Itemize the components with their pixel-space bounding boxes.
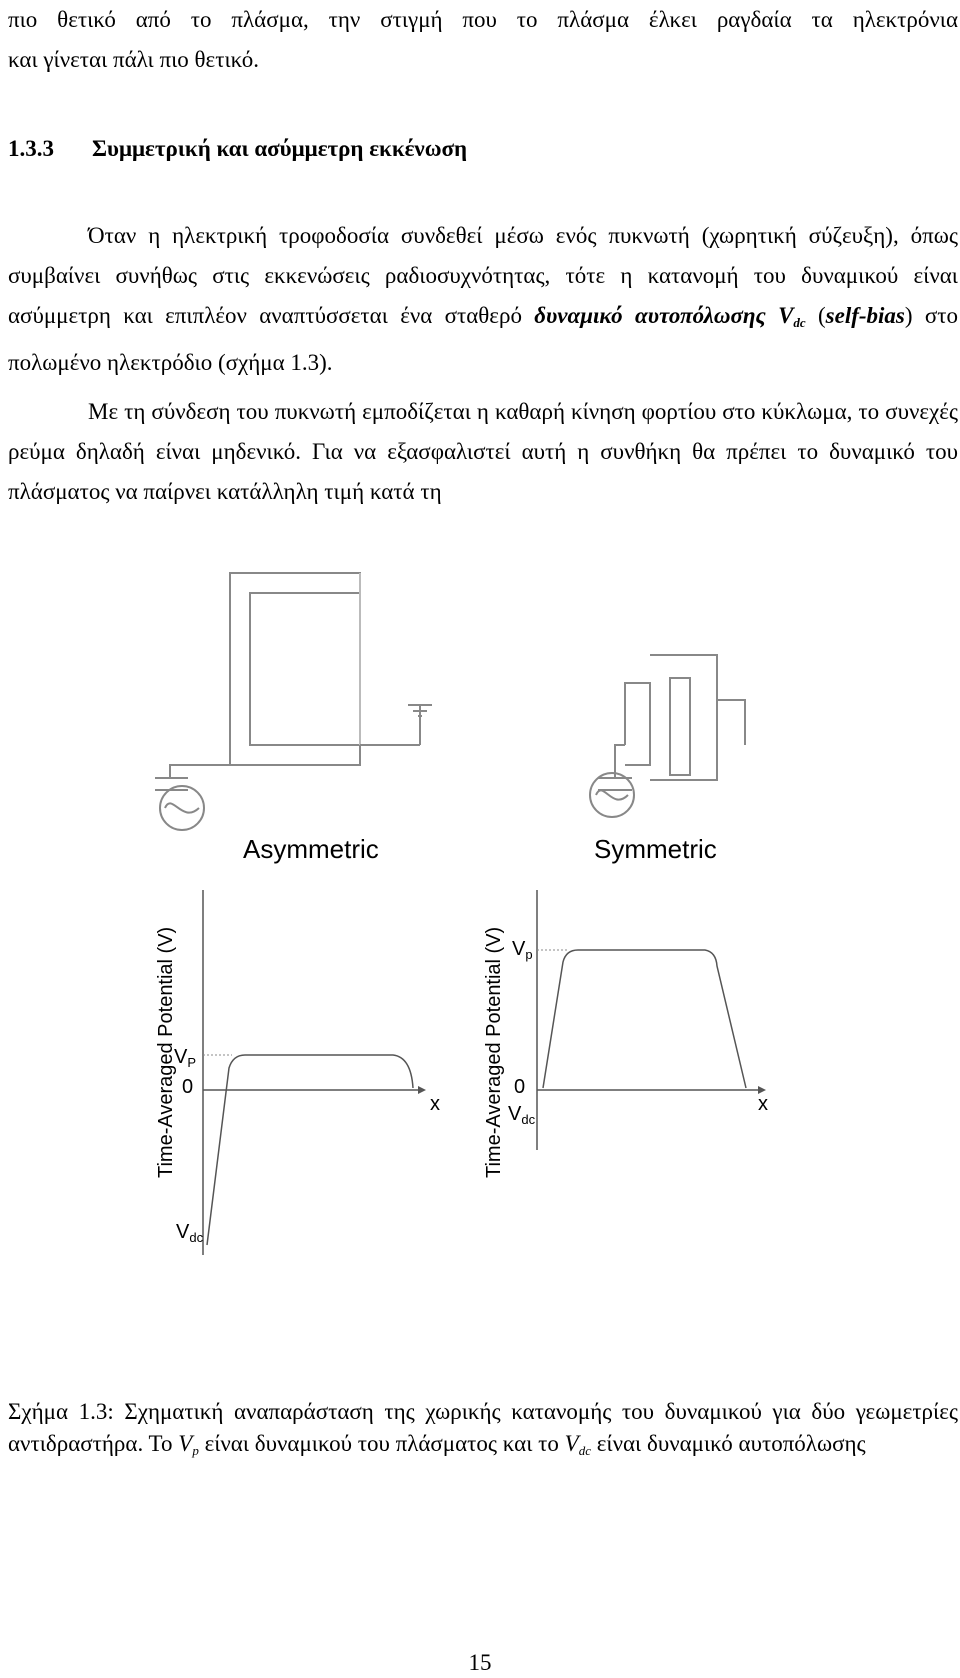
ground-icon: [408, 705, 432, 745]
asymmetric-potential-plot: [155, 890, 440, 1255]
right-plot-zero-label: 0: [514, 1076, 526, 1098]
asymmetric-rf-source-icon: [160, 786, 204, 830]
symmetric-reactor-diagram: [590, 655, 745, 817]
sine-wave-icon: [596, 790, 628, 799]
left-plot-x-arrow: [418, 1086, 426, 1094]
sine-wave-icon: [165, 803, 199, 812]
asymmetric-reactor-diagram: [155, 573, 432, 830]
symmetric-chamber: [650, 655, 717, 780]
left-plot-vp-label: $V_P$: [174, 1046, 197, 1070]
symmetric-potential-plot: [483, 890, 768, 1178]
asymmetric-chamber-frame: [230, 573, 360, 765]
left-plot-zero-label: 0: [182, 1076, 194, 1098]
symmetric-left-electrode: [625, 683, 650, 765]
paragraph-2: Με τη σύνδεση του πυκνωτή εμποδίζεται η καθαρή κίνηση φορτίου στο κύκλωμα, το συνεχές ρεύμα δηλαδή είναι μηδενικό. Για να εξασφαλιστεί αυτή η συνθήκη θα πρέπει το δυναμικό του πλάσματος να παίρνει κατάλληλη τιμή κατά τη: [8, 399, 958, 504]
left-plot-potential-curve: [207, 1055, 413, 1245]
intro-line-2: και γίνεται πάλι πιο θετικό.: [8, 47, 259, 72]
self-bias-term: δυναμικό αυτοπόλωσης $V_{dc}$: [534, 303, 806, 330]
paragraph-1: Όταν η ηλεκτρική τροφοδοσία συνδεθεί μέσω ενός πυκνωτή (χωρητική σύζευξη), όπως συμβαίνει συνήθως στις εκκενώσεις ραδιοσυχνότητας, τότε η κατανομή του δυναμικού είναι ασύμμετρη και επιπλέον αναπτύσσεται ένα σταθερό δυναμικό αυτοπόλωσης $V_{dc}$ (self-bias) στο πολωμένο ηλεκτρόδιο (σχήμα 1.3).: [8, 223, 958, 375]
right-plot-x-label: x: [758, 1093, 768, 1115]
intro-line-1: πιο θετικό από το πλάσμα, την στιγμή που το πλάσμα έλκει ραγδαία τα ηλεκτρόνια: [8, 7, 958, 32]
symmetric-right-electrode: [670, 678, 690, 775]
asymmetric-feed-line: [170, 765, 230, 778]
section-number: 1.3.3: [8, 136, 54, 161]
left-plot-x-label: x: [430, 1093, 440, 1115]
right-plot-vdc-label: $V_{dc}$: [508, 1103, 536, 1127]
right-plot-ylabel: Time-Averaged Potential (V): [483, 926, 505, 1178]
section-title: Συμμετρική και ασύμμετρη εκκένωση: [92, 136, 468, 161]
right-plot-vp-label: $V_p$: [512, 938, 533, 962]
figure-1-3: [0, 560, 960, 1320]
right-plot-potential-curve: [543, 950, 746, 1088]
figure-caption: Σχήμα 1.3: Σχηματική αναπαράσταση της χωρικής κατανομής του δυναμικού για δύο γεωμετρίες αντιδραστήρα. Το $V_p$ είναι δυναμικού του πλάσματος και το $V_{dc}$ είναι δυναμικό αυτοπόλωσης: [8, 1399, 958, 1458]
symmetric-ground-lead: [717, 700, 745, 745]
left-plot-vdc-label: $V_{dc}$: [176, 1221, 204, 1245]
label-symmetric: Symmetric: [594, 834, 717, 864]
left-plot-ylabel: Time-Averaged Potential (V): [155, 926, 177, 1178]
section-heading: [8, 136, 467, 162]
page-number: 15: [468, 1650, 492, 1675]
label-asymmetric: Asymmetric: [243, 834, 379, 864]
